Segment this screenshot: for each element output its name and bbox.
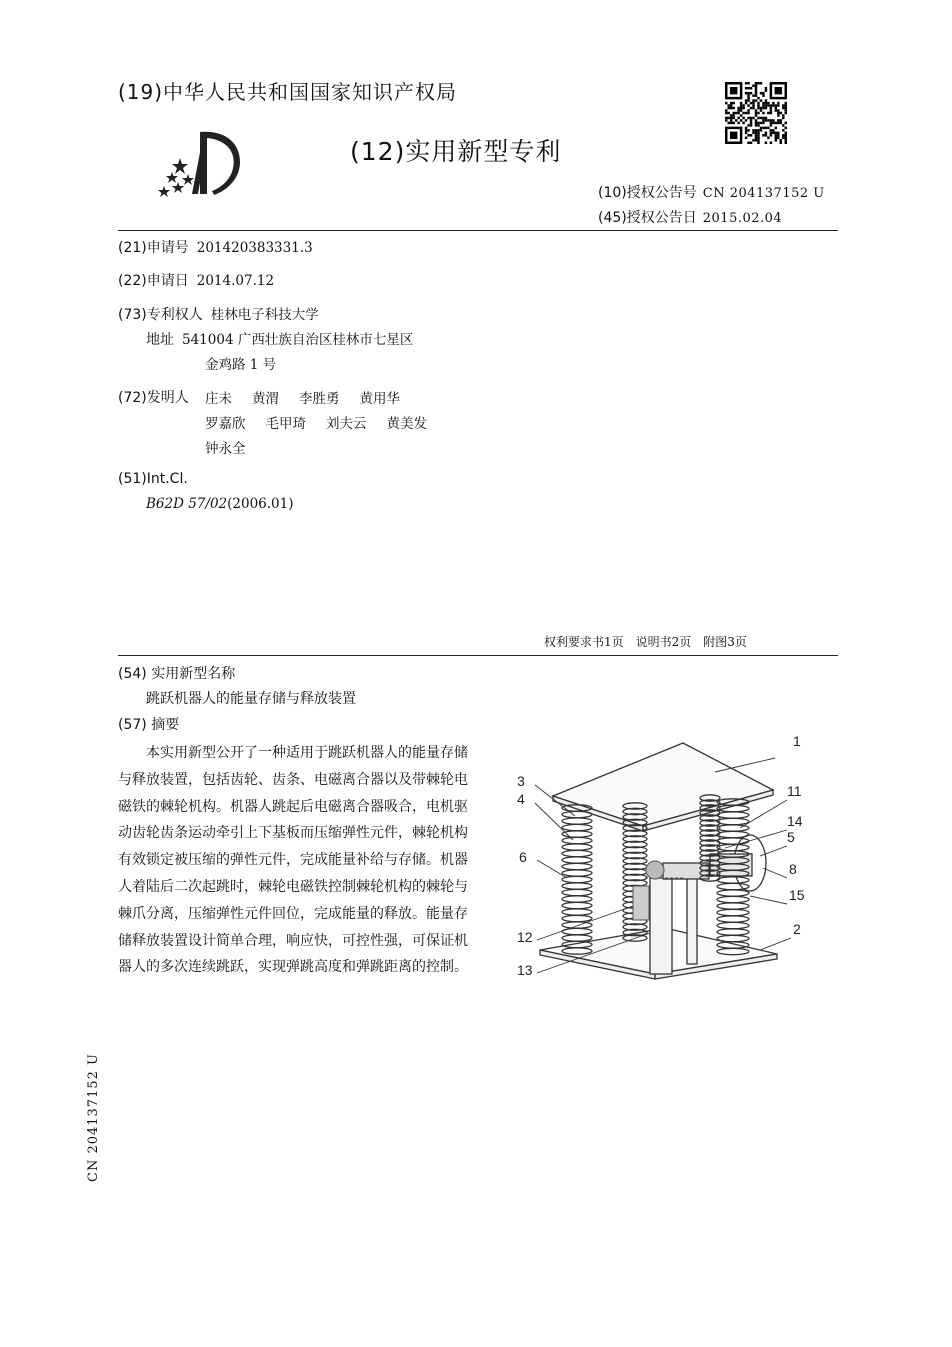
address-row [146, 328, 413, 349]
figure-leader-line [760, 938, 791, 950]
application-date-label: (22)申请日 [118, 273, 189, 289]
figure-leader-line [537, 860, 567, 878]
utility-model-title: 跳跃机器人的能量存储与释放装置 [146, 691, 356, 707]
address-line-2: 金鸡路 1 号 [205, 357, 277, 373]
qr-code-icon [725, 82, 787, 144]
inventor-name: 庄未 [205, 391, 232, 407]
figure-part-label: 4 [517, 791, 525, 807]
abstract-label: (57) 摘要 [118, 717, 180, 733]
inventor-name: 李胜勇 [299, 391, 340, 407]
figure-part-label: 11 [787, 783, 802, 799]
figure-part-label: 8 [789, 861, 797, 877]
figure-part-label: 5 [787, 829, 795, 845]
inventor-name: 黄美发 [386, 416, 427, 432]
application-number: 201420383331.3 [196, 240, 313, 256]
figure-part-label: 3 [517, 773, 525, 789]
application-number-row [118, 237, 313, 257]
inventors-label: (72)发明人 [118, 390, 189, 406]
figure-part-label: 2 [793, 921, 801, 937]
section-divider [118, 655, 838, 656]
inventors-line-1 [205, 387, 420, 407]
publication-date: 2015.02.04 [702, 211, 783, 226]
device-drawing [505, 728, 835, 986]
description-pages: 说明书2页 [635, 635, 692, 649]
application-date-row [118, 270, 274, 290]
side-publication-code: CN 204137152 U [86, 1053, 101, 1182]
claims-pages: 权利要求书1页 [544, 635, 624, 649]
publication-number-row [598, 182, 825, 202]
inventors-line-3 [205, 437, 266, 457]
inventor-name: 罗嘉欣 [205, 416, 246, 432]
figure-leader-line [725, 830, 787, 848]
figure-part-label: 12 [517, 929, 533, 945]
address-label: 地址 [146, 332, 174, 348]
abstract-text: 本实用新型公开了一种适用于跳跃机器人的能量存储与释放装置，包括齿轮、齿条、电磁离合器以及带棘轮电磁铁的棘轮机构。机器人跳起后电磁离合器吸合，电机驱动齿轮齿条运动牵引上下基板而压缩弹性元件，棘轮机构有效锁定被压缩的弹性元件，完成能量补给与存储。机器人着陆后二次起跳时，棘轮电磁铁控制棘轮机构的棘轮与棘爪分离，压缩弹性元件回位，完成能量的释放。能量存储释放装置设计简单合理，响应快，可控性强，可保证机器人的多次连续跳跃，实现弹跳高度和弹跳距离的控制。 [118, 745, 468, 976]
ipc-code: B62D 57/02 [146, 496, 228, 512]
application-date: 2014.07.12 [196, 273, 275, 289]
patentee-label: (73)专利权人 [118, 307, 203, 323]
drawing-pages: 附图3页 [703, 635, 747, 649]
figure-leader-line [763, 868, 787, 878]
ipc-label: (51)Int.Cl. [118, 471, 188, 487]
inventors-line-2 [205, 412, 447, 432]
inventors-row [118, 387, 189, 407]
ipc-row [146, 496, 294, 512]
inventor-name: 黄渭 [252, 391, 279, 407]
cnipa-logo-icon [158, 128, 248, 200]
document-type: (12)实用新型专利 [350, 137, 562, 166]
publication-number: CN 204137152 U [702, 186, 825, 201]
inventor-name: 钟永全 [205, 441, 246, 457]
inventor-name: 刘夫云 [326, 416, 367, 432]
figure-part-label: 14 [787, 813, 803, 829]
inventor-name: 毛甲琦 [265, 416, 306, 432]
figure-leader-line [750, 896, 787, 904]
patentee-row [118, 303, 319, 324]
publication-date-label: (45)授权公告日 [598, 210, 697, 226]
application-number-label: (21)申请号 [118, 240, 189, 256]
publication-date-row [598, 207, 782, 227]
address-line-1: 541004 广西壮族自治区桂林市七星区 [182, 332, 414, 348]
header-divider [118, 230, 838, 231]
figure-part-label: 1 [793, 733, 801, 749]
figure-leader-line [535, 803, 573, 840]
figure-part-label: 15 [789, 887, 805, 903]
figure-part-label: 13 [517, 962, 533, 978]
ipc-version: (2006.01) [227, 496, 294, 512]
patentee: 桂林电子科技大学 [210, 307, 319, 323]
title-label: (54) 实用新型名称 [118, 666, 236, 682]
figure-part-label: 6 [519, 849, 527, 865]
page-counts [544, 633, 759, 650]
inventor-name: 黄用华 [359, 391, 400, 407]
office-name: (19)中华人民共和国国家知识产权局 [118, 80, 458, 104]
publication-number-label: (10)授权公告号 [598, 185, 697, 201]
